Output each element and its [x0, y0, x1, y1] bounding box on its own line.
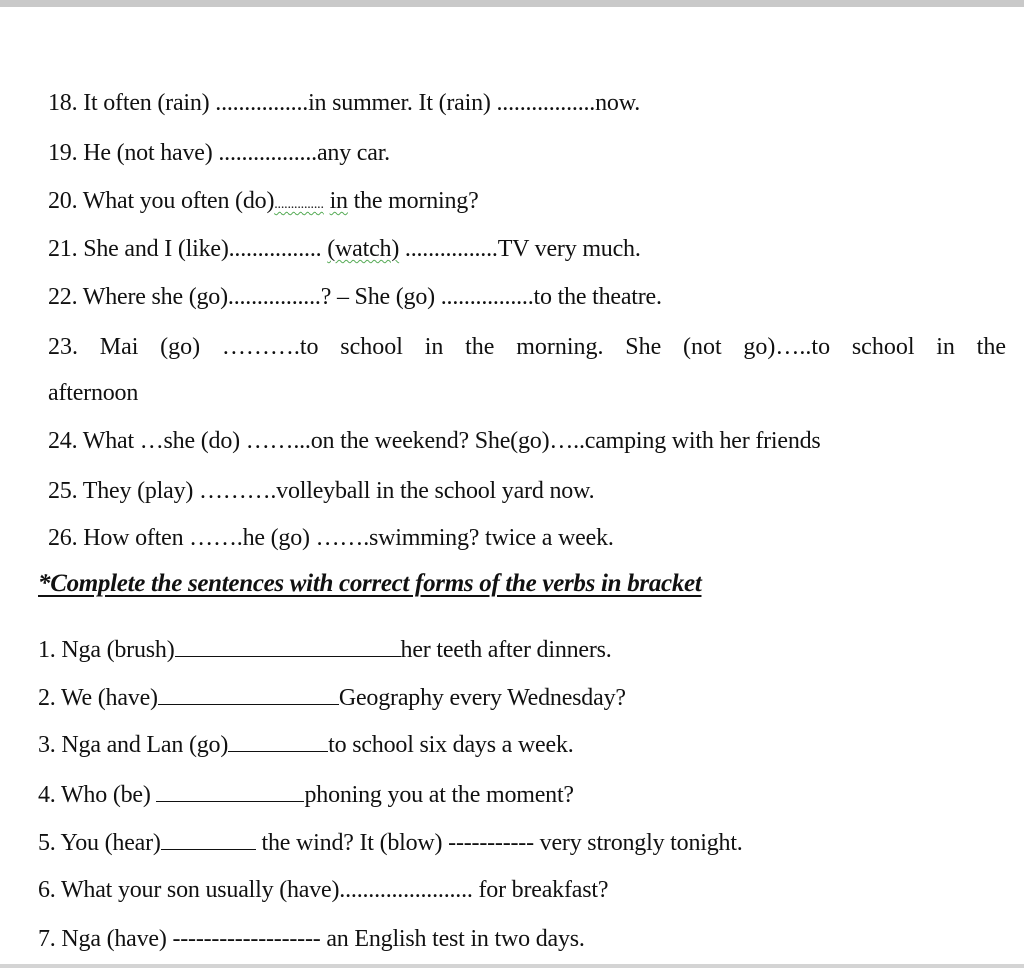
exercise-4-end: phoning you at the moment? — [304, 782, 574, 808]
question-19: 19. He (not have) .................any car. — [48, 140, 390, 166]
exercise-2-blank[interactable] — [158, 684, 339, 705]
exercise-3-text: 3. Nga and Lan (go) — [38, 732, 229, 758]
question-21 — [48, 234, 641, 264]
question-20-in: in — [329, 188, 348, 214]
exercise-4-blank[interactable] — [156, 781, 304, 802]
question-20-text: 20. What you often (do) — [48, 188, 275, 214]
exercise-3 — [38, 730, 574, 760]
exercise-4-text: 4. Who (be) — [38, 782, 157, 808]
question-23-line-2: afternoon — [48, 380, 139, 406]
exercise-5-blank[interactable] — [161, 829, 256, 850]
exercise-2-end: Geography every Wednesday? — [338, 685, 626, 711]
exercise-1-text: 1. Nga (brush) — [38, 637, 175, 663]
exercise-4 — [38, 780, 574, 810]
question-21-text: 21. She and I (like)................ — [48, 236, 328, 262]
question-20-blank: ............... — [274, 197, 324, 212]
question-20 — [48, 186, 479, 220]
question-21-watch: (watch) — [327, 236, 400, 262]
exercise-5-text: 5. You (hear) — [38, 830, 161, 856]
question-21-end: ................TV very much. — [399, 236, 641, 262]
question-22: 22. Where she (go)................? – She (go) ................to the theatre. — [48, 284, 662, 310]
question-23-text: 23. Mai (go) ……….to school in the morning. She (not go)…..to school in the — [48, 334, 1006, 360]
exercise-2 — [38, 683, 626, 713]
question-23-line-1 — [48, 332, 1006, 362]
section-heading: *Complete the sentences with correct forms of the verbs in bracket — [38, 570, 702, 597]
exercise-1-blank[interactable] — [175, 636, 401, 657]
question-18: 18. It often (rain) ................in summer. It (rain) .................now. — [48, 90, 641, 116]
exercise-5 — [38, 828, 743, 858]
bottom-border — [0, 964, 1024, 968]
exercise-3-blank[interactable] — [228, 731, 328, 752]
exercise-2-text: 2. We (have) — [38, 685, 158, 711]
exercise-5-end: the wind? It (blow) ----------- very strongly tonight. — [255, 830, 743, 856]
question-26: 26. How often …….he (go) …….swimming? twice a week. — [48, 525, 614, 551]
exercise-3-end: to school six days a week. — [328, 732, 574, 758]
top-border — [0, 0, 1024, 7]
exercise-7: 7. Nga (have) ------------------- an English test in two days. — [38, 926, 585, 952]
exercise-1 — [38, 635, 612, 665]
question-25: 25. They (play) ……….volleyball in the school yard now. — [48, 478, 595, 504]
exercise-6: 6. What your son usually (have)....................... for breakfast? — [38, 877, 609, 903]
exercise-1-end: her teeth after dinners. — [400, 637, 612, 663]
question-24: 24. What …she (do) ……...on the weekend? She(go)…..camping with her friends — [48, 428, 821, 454]
question-20-end: the morning? — [347, 188, 479, 214]
